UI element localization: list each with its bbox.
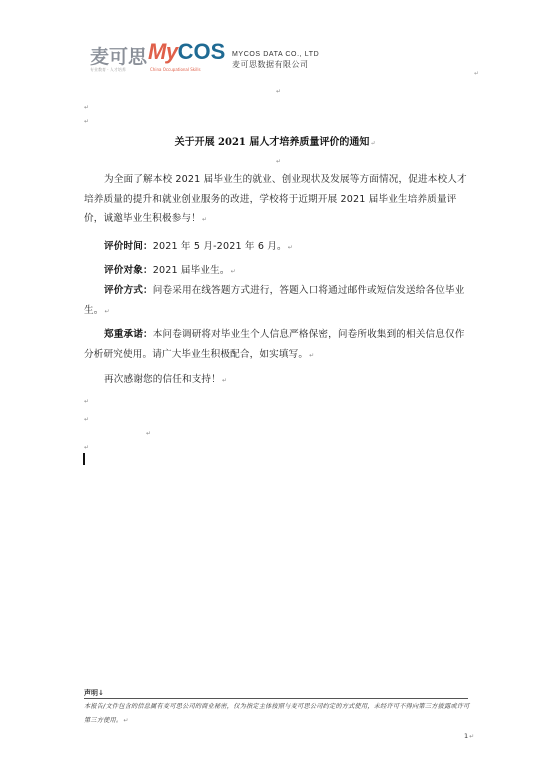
paragraph-mark: ↵: [84, 118, 90, 125]
paragraph-mark: ↵: [276, 158, 282, 165]
privacy-commitment-label: 郑重承诺：: [104, 329, 153, 340]
evaluation-method-value: 问卷采用在线答题方式进行，答题入口将通过邮件或短信发送给各位毕业生。: [84, 285, 465, 316]
logo-my: My: [148, 39, 178, 64]
company-name-english: MYCOS DATA CO., LTD: [232, 51, 320, 58]
evaluation-time-label: 评价时间：: [104, 241, 153, 252]
document-title: [80, 133, 470, 148]
page-header: [84, 40, 484, 80]
paragraph-mark: ↵: [276, 88, 282, 95]
logo-tagline-left: 专业教育 · 人才培养: [90, 67, 126, 72]
paragraph-mark: ↵: [84, 416, 90, 423]
document-title-text: 关于开展 2021 届人才培养质量评价的通知: [174, 137, 370, 148]
thanks-text: 再次感谢您的信任和支持！: [104, 374, 221, 385]
evaluation-time-line: [104, 238, 293, 252]
footer-statement-text: [84, 700, 474, 728]
paragraph-mark: ↵: [309, 351, 315, 359]
paragraph-mark: ↵: [287, 244, 293, 251]
evaluation-target-value: 2021 届毕业生。: [152, 265, 230, 276]
paragraph-mark: ↵: [221, 377, 228, 384]
privacy-commitment-value: 本问卷调研将对毕业生个人信息严格保密，问卷所收集到的相关信息仅作分析研究使用。请广大毕业生积极配合，如实填写。: [84, 329, 465, 360]
evaluation-method-label: 评价方式：: [104, 285, 153, 296]
paragraph-mark: ↵: [230, 268, 236, 275]
page-number-value: 1: [464, 732, 469, 740]
paragraph-mark: ↵: [469, 733, 475, 740]
paragraph-mark: ↵: [104, 307, 110, 315]
thanks-line: [104, 371, 227, 385]
company-name-chinese: 麦可思数据有限公司: [232, 60, 309, 69]
logo-tagline-right: China Occupational Skills: [150, 67, 201, 72]
logo-english-name: [148, 39, 225, 65]
footer-statement-body: 本报告/文件包含的信息属有麦可思公司的商业秘密，仅为指定主体按照与麦可思公司约定的方式使用，未经许可不得向第三方披露或许可第三方使用。: [84, 703, 470, 724]
intro-text: 为全面了解本校 2021 届毕业生的就业、创业现状及发展等方面情况，促进本校人才培养质量的提升和就业创业服务的改进，学校将于近期开展 2021 届毕业生培养质量评价，诚邀毕业生积极参与！: [84, 174, 467, 224]
header-paragraph-mark: ↵: [474, 70, 480, 77]
privacy-commitment-paragraph: [84, 325, 468, 365]
mycos-logo: [84, 39, 226, 78]
paragraph-mark: ↵: [370, 140, 376, 147]
evaluation-method-paragraph: [84, 281, 468, 321]
paragraph-mark: ↵: [84, 444, 90, 451]
paragraph-mark: ↵: [146, 430, 152, 437]
paragraph-mark: ↵: [84, 104, 90, 111]
logo-chinese-name: 麦可思: [90, 46, 148, 68]
footer-statement-label: 声明↓: [84, 689, 104, 697]
footer-divider: [84, 698, 468, 699]
page-number: [464, 732, 474, 740]
intro-paragraph: [84, 170, 468, 230]
evaluation-target-label: 评价对象：: [104, 265, 153, 276]
logo-cos: COS: [177, 39, 226, 64]
evaluation-target-line: [104, 262, 236, 276]
text-cursor[interactable]: [83, 453, 85, 465]
paragraph-mark: ↵: [201, 216, 208, 223]
evaluation-time-value: 2021 年 5 月-2021 年 6 月。: [152, 241, 287, 252]
paragraph-mark: ↵: [123, 717, 129, 724]
company-name: [232, 50, 319, 70]
paragraph-mark: ↵: [84, 398, 90, 405]
